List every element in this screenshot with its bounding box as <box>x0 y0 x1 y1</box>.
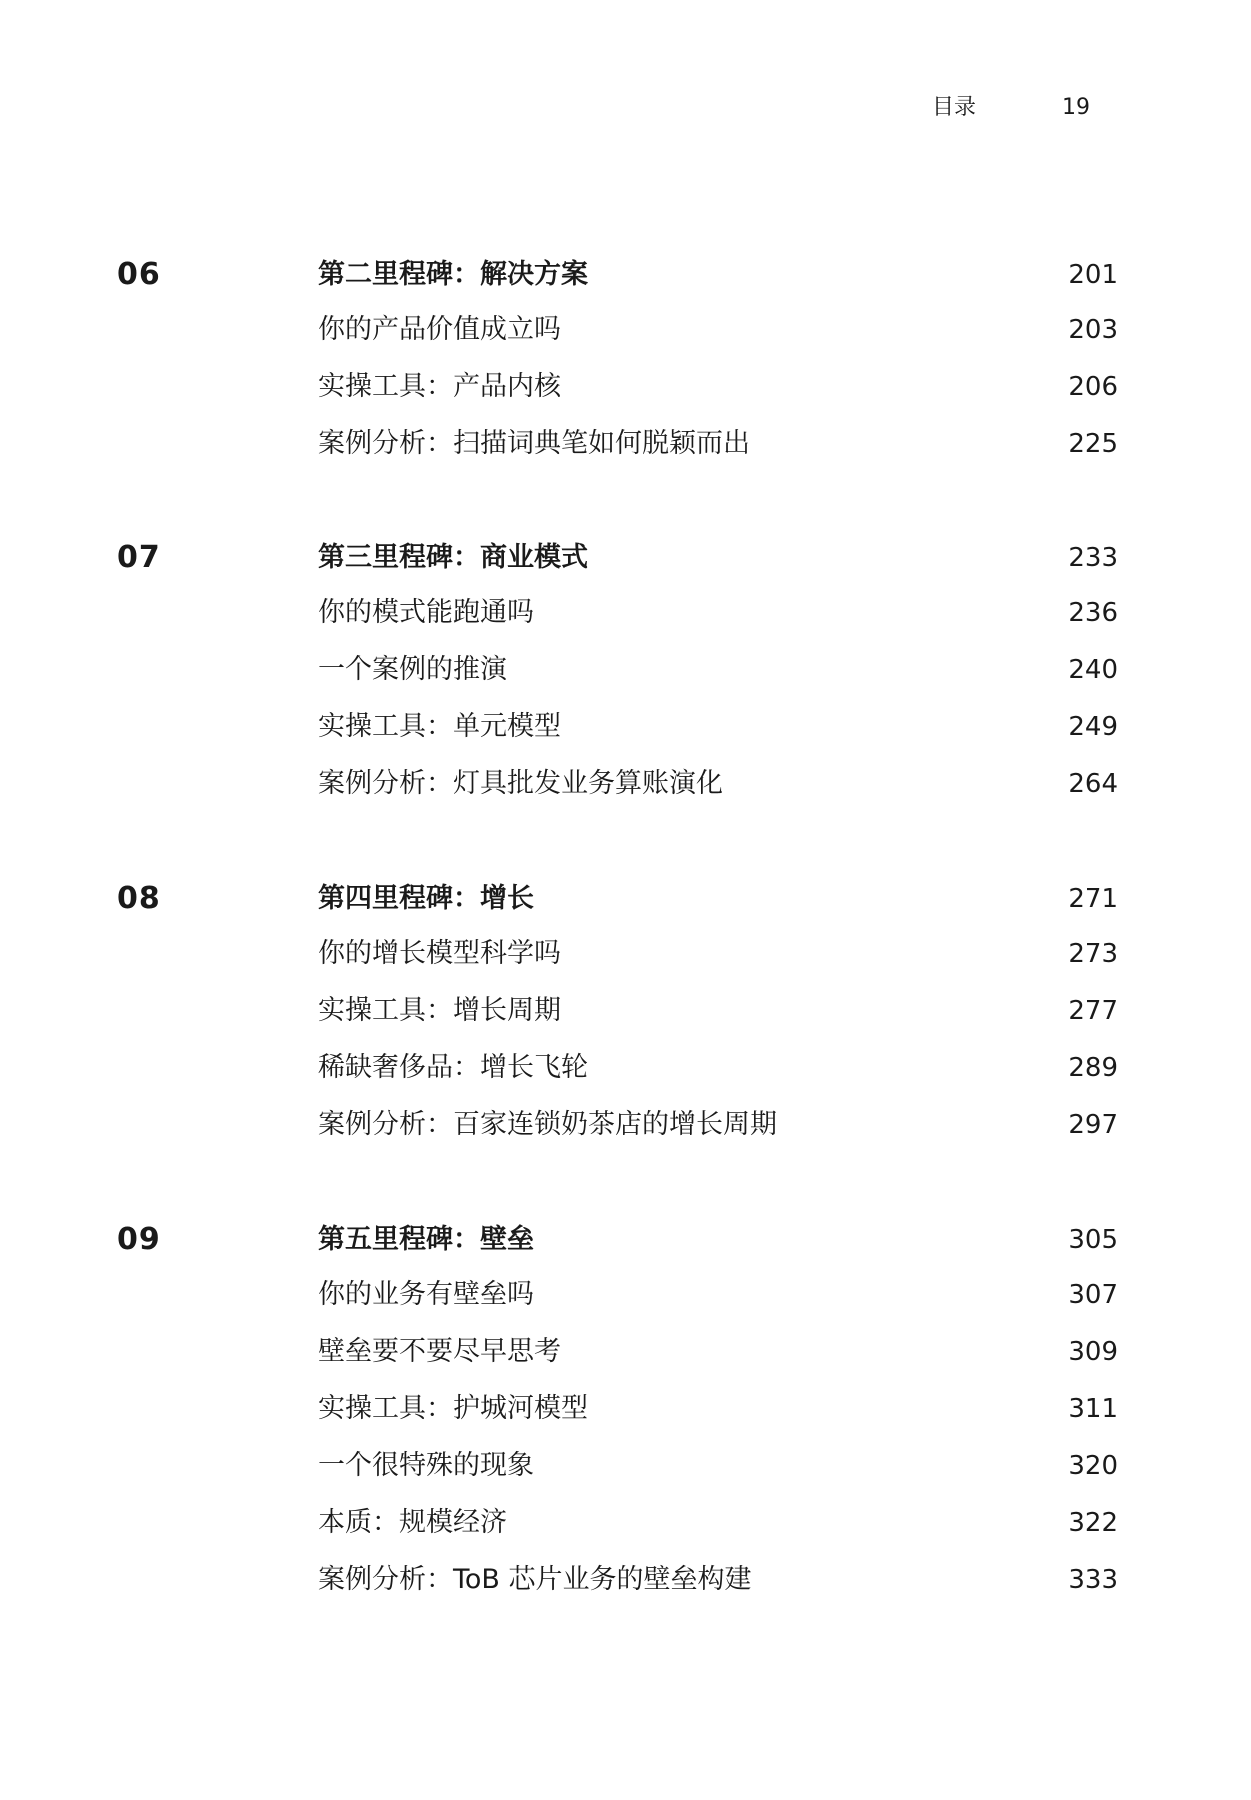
toc-entry-chapter-title[interactable] <box>318 1220 1118 1260</box>
entry-title: 你的产品价值成立吗 <box>318 314 561 345</box>
entry-page-number: 233 <box>1068 543 1118 573</box>
toc-entry[interactable] <box>318 367 1118 407</box>
toc-entry[interactable] <box>318 1105 1118 1145</box>
toc-entry[interactable] <box>318 1560 1118 1600</box>
entry-page-number: 305 <box>1068 1225 1118 1255</box>
toc-entry[interactable] <box>318 707 1118 747</box>
chapter-number: 06 <box>117 257 161 292</box>
chapter-number: 07 <box>117 540 161 575</box>
entry-page-number: 289 <box>1068 1053 1118 1083</box>
toc-entry-chapter-title[interactable] <box>318 255 1118 295</box>
entry-page-number: 309 <box>1068 1337 1118 1367</box>
entry-title: 第五里程碑：壁垒 <box>318 1224 534 1255</box>
entry-title: 案例分析：扫描词典笔如何脱颖而出 <box>318 428 750 459</box>
entry-page-number: 249 <box>1068 712 1118 742</box>
toc-entry[interactable] <box>318 764 1118 804</box>
toc-entry[interactable] <box>318 1446 1118 1486</box>
entry-page-number: 264 <box>1068 769 1118 799</box>
entry-page-number: 201 <box>1068 260 1118 290</box>
entry-title: 一个案例的推演 <box>318 654 507 685</box>
entry-title: 第二里程碑：解决方案 <box>318 259 588 290</box>
running-header-page-number: 19 <box>1062 95 1090 120</box>
entry-page-number: 206 <box>1068 372 1118 402</box>
entry-title: 案例分析：ToB 芯片业务的壁垒构建 <box>318 1564 752 1595</box>
entry-title: 第四里程碑：增长 <box>318 883 534 914</box>
entry-title: 本质：规模经济 <box>318 1507 507 1538</box>
entry-page-number: 240 <box>1068 655 1118 685</box>
entry-title: 你的业务有壁垒吗 <box>318 1279 534 1310</box>
entry-page-number: 271 <box>1068 884 1118 914</box>
entry-title: 第三里程碑：商业模式 <box>318 542 588 573</box>
entry-title: 稀缺奢侈品：增长飞轮 <box>318 1052 588 1083</box>
toc-entry[interactable] <box>318 934 1118 974</box>
entry-page-number: 307 <box>1068 1280 1118 1310</box>
toc-entry-chapter-title[interactable] <box>318 879 1118 919</box>
entry-page-number: 311 <box>1068 1394 1118 1424</box>
entry-page-number: 236 <box>1068 598 1118 628</box>
entry-page-number: 320 <box>1068 1451 1118 1481</box>
entry-title: 实操工具：单元模型 <box>318 711 561 742</box>
toc-entry[interactable] <box>318 1332 1118 1372</box>
chapter-number: 08 <box>117 881 161 916</box>
toc-entry[interactable] <box>318 1048 1118 1088</box>
toc-entry[interactable] <box>318 310 1118 350</box>
running-header-title: 目录 <box>932 95 977 120</box>
toc-entry[interactable] <box>318 1275 1118 1315</box>
toc-entry[interactable] <box>318 991 1118 1031</box>
toc-entry[interactable] <box>318 424 1118 464</box>
entry-page-number: 273 <box>1068 939 1118 969</box>
toc-entry[interactable] <box>318 1503 1118 1543</box>
entry-title: 壁垒要不要尽早思考 <box>318 1336 561 1367</box>
chapter-number: 09 <box>117 1222 161 1257</box>
entry-title: 你的增长模型科学吗 <box>318 938 561 969</box>
entry-title: 实操工具：产品内核 <box>318 371 561 402</box>
entry-title: 案例分析：灯具批发业务算账演化 <box>318 768 723 799</box>
entry-title: 一个很特殊的现象 <box>318 1450 534 1481</box>
entry-title: 实操工具：护城河模型 <box>318 1393 588 1424</box>
toc-entry[interactable] <box>318 593 1118 633</box>
entry-page-number: 333 <box>1068 1565 1118 1595</box>
entry-title: 案例分析：百家连锁奶茶店的增长周期 <box>318 1109 777 1140</box>
entry-page-number: 277 <box>1068 996 1118 1026</box>
entry-title: 你的模式能跑通吗 <box>318 597 534 628</box>
page-header <box>0 93 1251 123</box>
entry-page-number: 203 <box>1068 315 1118 345</box>
toc-entry-chapter-title[interactable] <box>318 538 1118 578</box>
toc-entry[interactable] <box>318 1389 1118 1429</box>
toc-entry[interactable] <box>318 650 1118 690</box>
entry-page-number: 322 <box>1068 1508 1118 1538</box>
entry-title: 实操工具：增长周期 <box>318 995 561 1026</box>
entry-page-number: 297 <box>1068 1110 1118 1140</box>
entry-page-number: 225 <box>1068 429 1118 459</box>
